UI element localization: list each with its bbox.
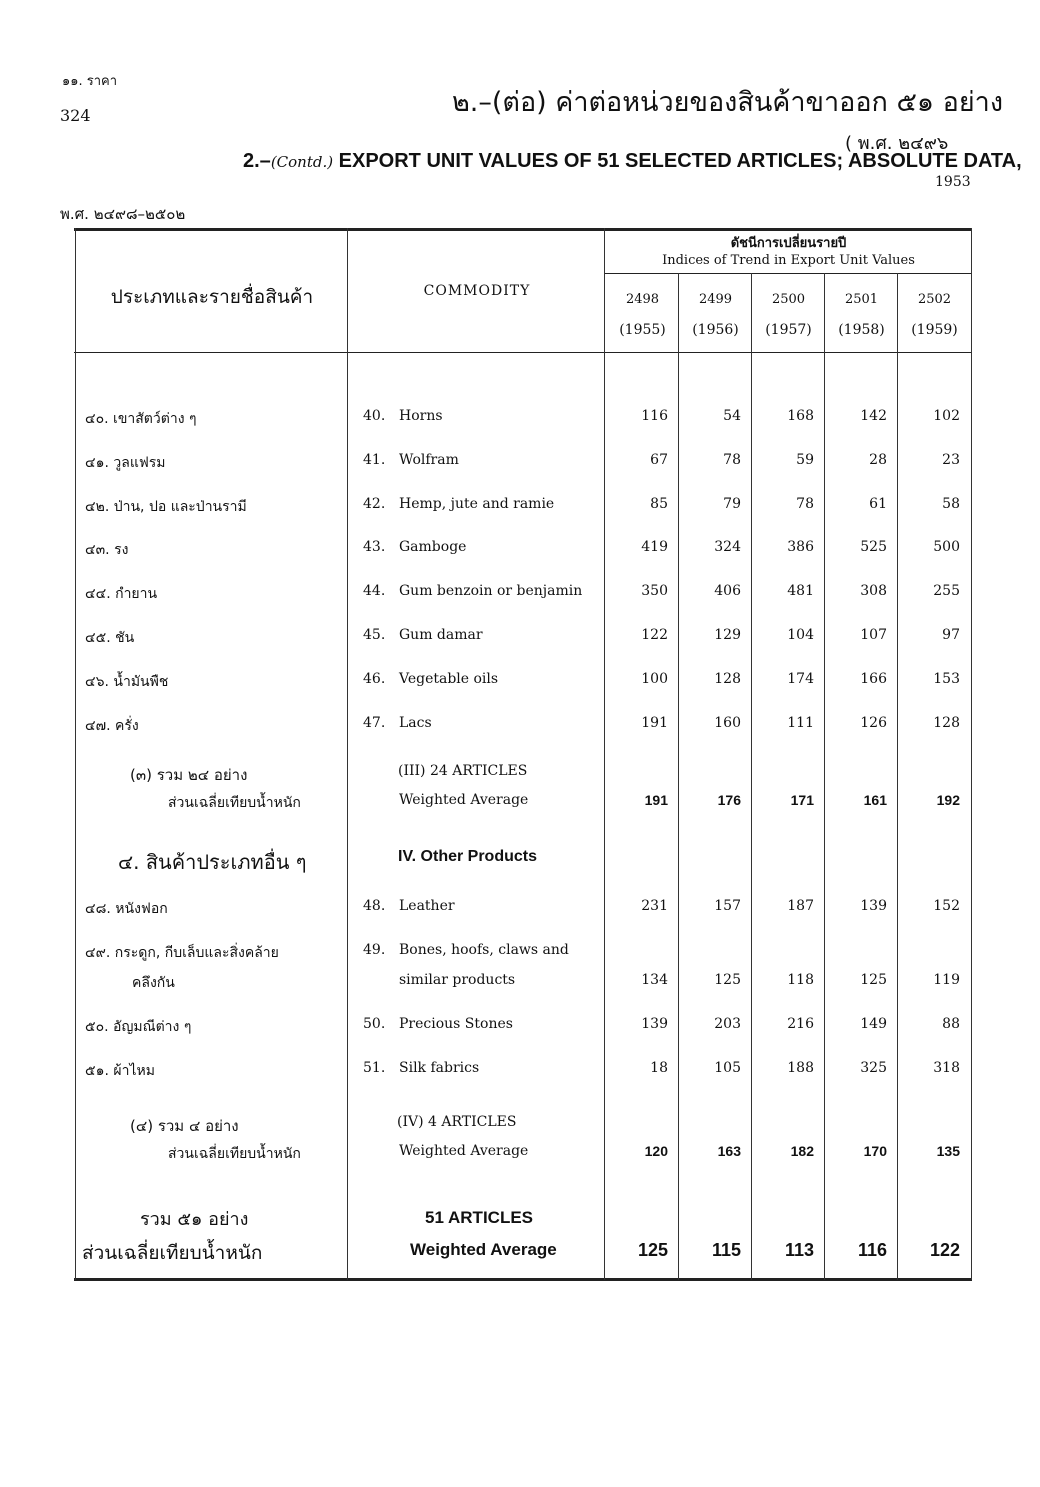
- value-cell: 192: [936, 792, 960, 808]
- value-cell: 525: [860, 539, 887, 555]
- value-cell: 119: [933, 972, 960, 988]
- row-number: 41.: [363, 452, 386, 468]
- value-cell: 176: [717, 792, 741, 808]
- title-en-prefix: 2.–: [243, 150, 271, 172]
- row-thai-label: ๕๑. ผ้าไหม: [85, 1063, 155, 1079]
- value-cell: 88: [942, 1016, 960, 1032]
- indices-header-rule: [605, 273, 972, 274]
- value-cell: 168: [787, 408, 814, 424]
- year-ce-header: (1959): [911, 322, 958, 338]
- value-cell: 122: [641, 627, 668, 643]
- value-cell: 157: [714, 898, 741, 914]
- row-number: 43.: [363, 539, 386, 555]
- row-thai-label: ๔๙. กระดูก, กีบเล็บและสิ่งคล้าย: [85, 945, 279, 961]
- subtitle-thai-years: พ.ศ. ๒๔๙๘–๒๕๐๒: [60, 205, 186, 223]
- year-ce-header: (1958): [838, 322, 885, 338]
- row-thai-label: ๔๓. รง: [85, 542, 129, 558]
- year-ce-header: (1955): [619, 322, 666, 338]
- row-thai-label-cont: คลึงกัน: [132, 975, 175, 991]
- value-cell: 105: [714, 1060, 741, 1076]
- value-cell: 139: [641, 1016, 668, 1032]
- value-cell: 188: [787, 1060, 814, 1076]
- value-cell: 135: [936, 1143, 960, 1159]
- value-cell: 97: [942, 627, 960, 643]
- value-cell: 28: [869, 452, 887, 468]
- year-be-header: 2501: [844, 292, 879, 307]
- grand-total-en-line1: 51 ARTICLES: [425, 1208, 534, 1227]
- value-cell: 120: [644, 1143, 668, 1159]
- value-cell: 107: [860, 627, 887, 643]
- value-cell: 125: [714, 972, 741, 988]
- year-ce-header: (1956): [692, 322, 739, 338]
- year-be-header: 2500: [771, 292, 806, 307]
- row-commodity: Vegetable oils: [399, 671, 499, 687]
- row-thai-label: ๔๘. หนังฟอก: [85, 901, 168, 917]
- value-cell: 79: [723, 496, 741, 512]
- section-heading-thai: ๔. สินค้าประเภทอื่น ๆ: [118, 850, 307, 874]
- row-number: 51.: [363, 1060, 386, 1076]
- value-cell: 23: [942, 452, 960, 468]
- title-en-contd: (Contd.): [270, 153, 334, 171]
- value-cell: 191: [641, 715, 668, 731]
- row-commodity: Wolfram: [399, 452, 459, 468]
- value-cell: 61: [869, 496, 887, 512]
- value-cell: 115: [711, 1240, 741, 1260]
- header-small-thai: ๑๑. ราคา: [62, 74, 118, 89]
- value-cell: 125: [637, 1240, 668, 1260]
- year-be-header: 2502: [917, 292, 952, 307]
- value-cell: 149: [860, 1016, 887, 1032]
- title-thai-year: ( พ.ศ. ๒๔๙๖: [845, 133, 949, 154]
- row-number: 47.: [363, 715, 386, 731]
- value-cell: 116: [641, 408, 668, 424]
- value-cell: 406: [714, 583, 741, 599]
- indices-header-thai: ดัชนีการเปลี่ยนรายปี: [730, 236, 847, 251]
- value-cell: 152: [933, 898, 960, 914]
- column-header-thai: ประเภทและรายชื่อสินค้า: [110, 286, 314, 308]
- row-number: 45.: [363, 627, 386, 643]
- column-divider: [897, 273, 898, 1280]
- subtotal-thai-line1: (๓) รวม ๒๔ อย่าง: [130, 766, 248, 784]
- subtotal-en-line2: Weighted Average: [399, 1143, 529, 1159]
- value-cell: 18: [650, 1060, 668, 1076]
- grand-total-thai-line2: ส่วนเฉลี่ยเทียบน้ำหนัก: [82, 1242, 263, 1264]
- subtotal-thai-line2: ส่วนเฉลี่ยเทียบน้ำหนัก: [168, 795, 301, 811]
- row-commodity-cont: similar products: [399, 972, 516, 988]
- table-header-rule: [74, 352, 972, 353]
- row-commodity: Bones, hoofs, claws and: [399, 942, 569, 958]
- column-divider: [604, 228, 605, 1280]
- table-top-rule: [74, 228, 972, 231]
- column-header-commodity: COMMODITY: [423, 283, 531, 299]
- row-commodity: Silk fabrics: [399, 1060, 480, 1076]
- value-cell: 128: [714, 671, 741, 687]
- year-be-header: 2499: [698, 292, 733, 307]
- value-cell: 163: [717, 1143, 741, 1159]
- indices-header-english: Indices of Trend in Export Unit Values: [662, 253, 915, 268]
- row-thai-label: ๔๔. กำยาน: [85, 586, 158, 602]
- grand-total-en-line2: Weighted Average: [410, 1240, 557, 1259]
- value-cell: 78: [796, 496, 814, 512]
- value-cell: 160: [714, 715, 741, 731]
- value-cell: 170: [863, 1143, 887, 1159]
- row-thai-label: ๔๗. ครั่ง: [85, 718, 139, 734]
- value-cell: 104: [787, 627, 814, 643]
- value-cell: 216: [787, 1016, 814, 1032]
- table-right-border: [971, 228, 972, 1280]
- page-title-thai: ๒.–(ต่อ) ค่าต่อหน่วยของสินค้าขาออก ๕๑ อย่าง: [452, 87, 1004, 118]
- row-commodity: Gamboge: [399, 539, 467, 555]
- row-number: 44.: [363, 583, 386, 599]
- value-cell: 113: [784, 1240, 814, 1260]
- row-thai-label: ๔๖. น้ำมันพืช: [85, 674, 169, 690]
- value-cell: 102: [933, 408, 960, 424]
- subtotal-thai-line1: (๔) รวม ๔ อย่าง: [130, 1117, 239, 1135]
- value-cell: 308: [860, 583, 887, 599]
- year-be-header: 2498: [625, 292, 660, 307]
- value-cell: 100: [641, 671, 668, 687]
- subtotal-en-line2: Weighted Average: [399, 792, 529, 808]
- row-commodity: Lacs: [399, 715, 432, 731]
- page-number: 324: [60, 106, 91, 125]
- value-cell: 203: [714, 1016, 741, 1032]
- value-cell: 166: [860, 671, 887, 687]
- value-cell: 125: [860, 972, 887, 988]
- value-cell: 182: [790, 1143, 814, 1159]
- row-thai-label: ๔๐. เขาสัตว์ต่าง ๆ: [85, 411, 197, 427]
- value-cell: 187: [787, 898, 814, 914]
- value-cell: 116: [857, 1240, 887, 1260]
- value-cell: 386: [787, 539, 814, 555]
- value-cell: 118: [787, 972, 814, 988]
- value-cell: 191: [644, 792, 668, 808]
- value-cell: 481: [787, 583, 814, 599]
- column-divider: [678, 273, 679, 1280]
- subtotal-en-line1: (III) 24 ARTICLES: [398, 763, 528, 779]
- page-title-english: [243, 150, 1022, 173]
- value-cell: 111: [787, 715, 814, 731]
- row-commodity: Hemp, jute and ramie: [399, 496, 555, 512]
- row-number: 46.: [363, 671, 386, 687]
- value-cell: 126: [860, 715, 887, 731]
- value-cell: 54: [723, 408, 741, 424]
- row-thai-label: ๕๐. อัญมณีต่าง ๆ: [85, 1019, 192, 1035]
- row-number: 49.: [363, 942, 386, 958]
- value-cell: 139: [860, 898, 887, 914]
- value-cell: 171: [790, 792, 814, 808]
- value-cell: 122: [929, 1240, 960, 1260]
- value-cell: 419: [641, 539, 668, 555]
- value-cell: 318: [933, 1060, 960, 1076]
- year-ce-header: (1957): [765, 322, 812, 338]
- row-thai-label: ๔๒. ป่าน, ปอ และป่านรามี: [85, 499, 247, 515]
- value-cell: 67: [650, 452, 668, 468]
- row-commodity: Precious Stones: [399, 1016, 513, 1032]
- value-cell: 500: [933, 539, 960, 555]
- column-divider: [751, 273, 752, 1280]
- value-cell: 161: [863, 792, 887, 808]
- title-en-main: EXPORT UNIT VALUES OF 51 SELECTED ARTICLES; ABSOLUTE DATA,: [338, 150, 1022, 172]
- row-commodity: Leather: [399, 898, 455, 914]
- title-en-year: 1953: [935, 174, 971, 190]
- value-cell: 350: [641, 583, 668, 599]
- table-left-border: [75, 228, 76, 1280]
- value-cell: 85: [650, 496, 668, 512]
- value-cell: 128: [933, 715, 960, 731]
- value-cell: 325: [860, 1060, 887, 1076]
- section-heading-en: IV. Other Products: [398, 848, 537, 865]
- value-cell: 78: [723, 452, 741, 468]
- value-cell: 153: [933, 671, 960, 687]
- column-divider: [824, 273, 825, 1280]
- row-commodity: Gum benzoin or benjamin: [399, 583, 583, 599]
- value-cell: 59: [796, 452, 814, 468]
- row-number: 40.: [363, 408, 386, 424]
- value-cell: 58: [942, 496, 960, 512]
- value-cell: 174: [787, 671, 814, 687]
- value-cell: 134: [641, 972, 668, 988]
- subtotal-en-line1: (IV) 4 ARTICLES: [397, 1114, 517, 1130]
- value-cell: 142: [860, 408, 887, 424]
- row-number: 48.: [363, 898, 386, 914]
- row-commodity: Gum damar: [399, 627, 483, 643]
- value-cell: 231: [641, 898, 668, 914]
- value-cell: 324: [714, 539, 741, 555]
- row-number: 42.: [363, 496, 386, 512]
- value-cell: 255: [933, 583, 960, 599]
- value-cell: 129: [714, 627, 741, 643]
- table-bottom-rule: [74, 1278, 972, 1281]
- subtotal-thai-line2: ส่วนเฉลี่ยเทียบน้ำหนัก: [168, 1146, 301, 1162]
- column-divider: [347, 228, 348, 1280]
- row-thai-label: ๔๑. วูลแฟรม: [85, 455, 166, 471]
- row-number: 50.: [363, 1016, 386, 1032]
- row-commodity: Horns: [399, 408, 443, 424]
- row-thai-label: ๔๕. ชัน: [85, 630, 135, 646]
- grand-total-thai-line1: รวม ๕๑ อย่าง: [140, 1209, 249, 1230]
